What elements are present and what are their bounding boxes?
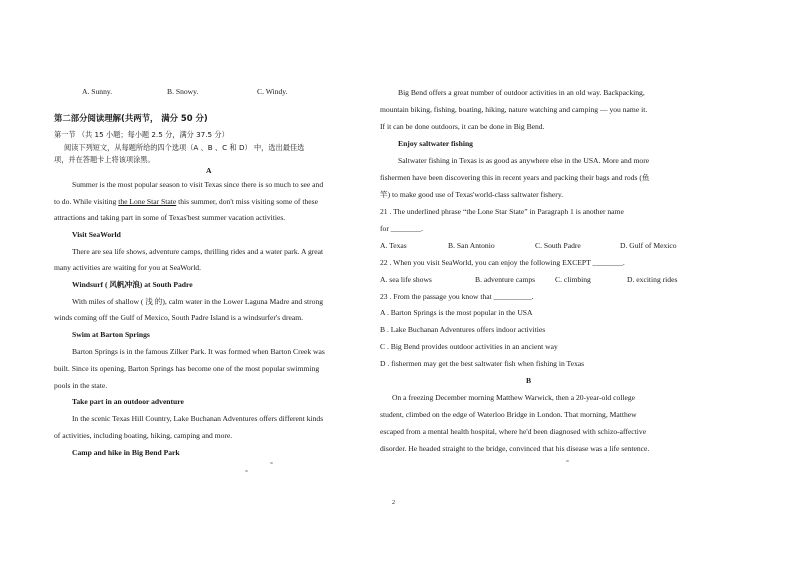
q23-option-c: C . Big Bend provides outdoor activities in an ancient way — [380, 342, 558, 351]
seaworld-line-1: There are sea life shows, adventure camps, thrilling rides and a water park. A great — [72, 247, 324, 256]
q21-option-b: B. San Antonio — [448, 241, 495, 250]
passage-b-letter: B — [526, 376, 532, 385]
q22-stem: 22 . When you visit SeaWorld, you can enjoy the following EXCEPT ________. — [380, 258, 625, 267]
heading-seaworld: Visit SeaWorld — [72, 230, 121, 239]
passage-a-intro-3: attractions and taking part in some of Texas'best summer vacation activities. — [54, 213, 286, 222]
q23-option-a: A . Barton Springs is the most popular in the USA — [380, 308, 533, 317]
scan-speck — [270, 462, 273, 464]
windsurf-line-2: winds coming off the Gulf of Mexico, South Padre Island is a windsurfer's dream. — [54, 313, 304, 322]
q20-option-c: C. Windy. — [257, 87, 288, 96]
q23-stem: 23 . From the passage you know that __________. — [380, 292, 534, 301]
saltwater-line-1: Saltwater fishing in Texas is as good as anywhere else in the USA. More and more — [398, 156, 650, 165]
instructions-line-2: 项，并在答题卡上将该项涂黑。 — [54, 155, 155, 164]
q23-option-d: D . fishermen may get the best saltwater fish when fishing in Texas — [380, 359, 585, 368]
outdoor-line-2: of activities, including boating, hiking, camping and more. — [54, 431, 233, 440]
passage-b-line-3: escaped from a mental health hospital, where he'd been diagnosed with schizo-affective — [380, 427, 647, 436]
passage-b-line-1: On a freezing December morning Matthew Warwick, then a 20-year-old college — [392, 393, 636, 402]
windsurf-line-1: With miles of shallow ( 浅 的), calm water in the Lower Laguna Madre and strong — [72, 297, 324, 306]
q21-option-c: C. South Padre — [535, 241, 581, 250]
q22-option-b: B. adventure camps — [475, 275, 536, 284]
part1-header: 第一节 （共 15 小题；每小题 2.5 分，满分 37.5 分） — [54, 130, 229, 139]
passage-a-letter: A — [206, 166, 212, 175]
q21-option-d: D. Gulf of Mexico — [620, 241, 677, 250]
page-number: 2 — [392, 500, 395, 506]
passage-a-intro-1: Summer is the most popular season to visit Texas since there is so much to see and — [72, 180, 324, 189]
scan-speck — [566, 460, 569, 462]
q20-option-a: A. Sunny. — [82, 87, 113, 96]
saltwater-line-2: fishermen have been discovering this in recent years and packing their bags and rods (鱼 — [380, 173, 650, 182]
q21-stem-2: for ________. — [380, 224, 424, 233]
q20-option-b: B. Snowy. — [167, 87, 199, 96]
q21-stem: 21 . The underlined phrase “the Lone Star State” in Paragraph 1 is another name — [380, 207, 624, 216]
barton-line-2: built. Since its opening, Barton Springs has become one of the most popular swimming — [54, 364, 320, 373]
passage-b-line-4: disorder. He headed straight to the bridge, convinced that his disease was a life sentence. — [380, 444, 650, 453]
heading-barton: Swim at Barton Springs — [72, 330, 150, 339]
heading-saltwater: Enjoy saltwater fishing — [398, 139, 473, 148]
heading-outdoor-adventure: Take part in an outdoor adventure — [72, 397, 184, 406]
scan-speck — [245, 470, 248, 472]
barton-line-3: pools in the state. — [54, 381, 108, 390]
q22-option-a: A. sea life shows — [380, 275, 432, 284]
q22-option-d: D. exciting rides — [627, 275, 678, 284]
q21-option-a: A. Texas — [380, 241, 407, 250]
saltwater-line-3: 竿) to make good use of Texas'world-class saltwater fishery. — [380, 190, 564, 199]
big-bend-line-1: Big Bend offers a great number of outdoor activities in an old way. Backpacking, — [398, 88, 645, 97]
heading-big-bend: Camp and hike in Big Bend Park — [72, 448, 180, 457]
barton-line-1: Barton Springs is in the famous Zilker Park. It was formed when Barton Creek was — [72, 347, 325, 356]
lone-star-state-underline: the Lone Star State — [118, 197, 177, 206]
outdoor-line-1: In the scenic Texas Hill Country, Lake Buchanan Adventures offers different kinds — [72, 414, 324, 423]
big-bend-line-3: If it can be done outdoors, it can be done in Big Bend. — [380, 122, 545, 131]
section-title: 第二部分阅读理解(共两节， 满分 50 分) — [54, 113, 208, 123]
q23-option-b: B . Lake Buchanan Adventures offers indoor activities — [380, 325, 546, 334]
instructions-line-1: 阅读下列短文，从每题所给的四个选项（A 、B 、C 和 D） 中，选出最佳选 — [64, 143, 305, 152]
q22-option-c: C. climbing — [555, 275, 591, 284]
passage-a-intro-2: to do. While visiting the Lone Star State this summer, don't miss visiting some of these — [54, 197, 318, 206]
passage-b-line-2: student, climbed on the edge of Waterloo Bridge in London. That morning, Matthew — [380, 410, 637, 419]
seaworld-line-2: many activities are waiting for you at SeaWorld. — [54, 263, 201, 272]
heading-windsurf: Windsurf ( 风帆冲浪) at South Padre — [72, 280, 193, 289]
big-bend-line-2: mountain biking, fishing, boating, hiking, nature watching and camping — you name it. — [380, 105, 648, 114]
